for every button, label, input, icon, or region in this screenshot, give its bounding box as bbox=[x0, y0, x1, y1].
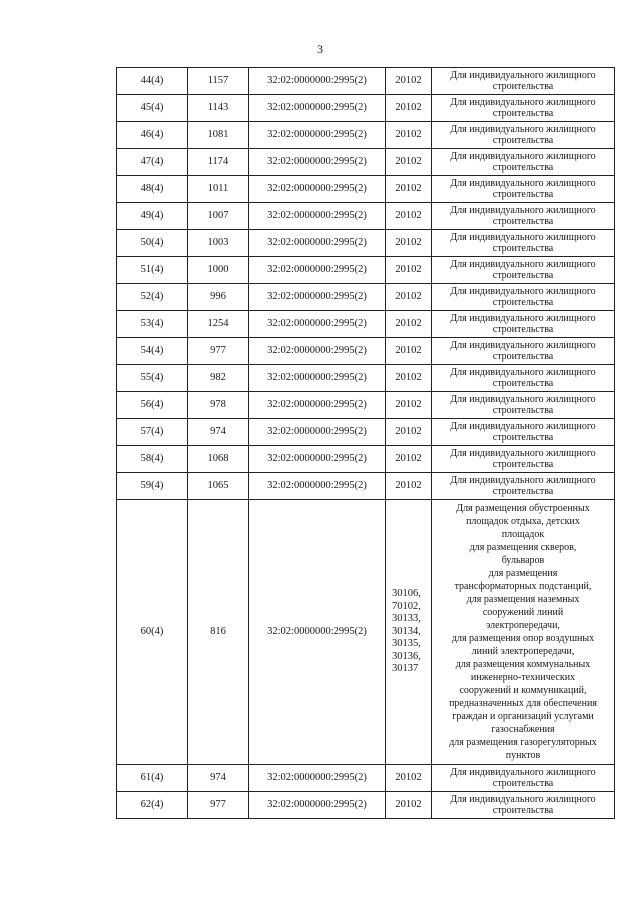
area-cell: 816 bbox=[188, 500, 249, 765]
cadastral-number-cell: 32:02:0000000:2995(2) bbox=[249, 311, 386, 338]
parcel-number-cell: 57(4) bbox=[117, 419, 188, 446]
permitted-use-cell: Для индивидуального жилищного строительства bbox=[432, 338, 615, 365]
table-row bbox=[117, 792, 615, 819]
parcel-number-cell: 47(4) bbox=[117, 149, 188, 176]
table-row bbox=[117, 149, 615, 176]
cadastral-number-cell: 32:02:0000000:2995(2) bbox=[249, 176, 386, 203]
use-code-line: 30135, bbox=[392, 638, 421, 650]
use-code-line: 30137 bbox=[392, 663, 419, 675]
permitted-use-line: сооружений линий bbox=[482, 607, 564, 618]
parcel-number-cell: 58(4) bbox=[117, 446, 188, 473]
area-cell: 1065 bbox=[188, 473, 249, 500]
parcel-number-cell: 51(4) bbox=[117, 257, 188, 284]
use-code-line: 30134, bbox=[392, 625, 421, 637]
cadastral-number-cell: 32:02:0000000:2995(2) bbox=[249, 95, 386, 122]
parcel-table-body bbox=[117, 68, 615, 819]
table-row bbox=[117, 473, 615, 500]
cadastral-number-cell: 32:02:0000000:2995(2) bbox=[249, 446, 386, 473]
permitted-use-cell: Для индивидуального жилищного строительства bbox=[432, 392, 615, 419]
permitted-use-cell: Для индивидуального жилищного строительства bbox=[432, 765, 615, 792]
parcel-number-cell: 61(4) bbox=[117, 765, 188, 792]
permitted-use-line: для размещения коммунальных bbox=[455, 659, 591, 670]
area-cell: 1157 bbox=[188, 68, 249, 95]
use-code-line: 30106, bbox=[392, 588, 421, 600]
use-code-cell: 20102 bbox=[386, 68, 432, 95]
parcel-number-cell: 49(4) bbox=[117, 203, 188, 230]
permitted-use-cell: Для индивидуального жилищного строительства bbox=[432, 95, 615, 122]
table-row bbox=[117, 446, 615, 473]
permitted-use-cell: Для индивидуального жилищного строительства bbox=[432, 122, 615, 149]
use-code-cell: 20102 bbox=[386, 149, 432, 176]
permitted-use-line: площадок bbox=[501, 529, 545, 540]
permitted-use-cell: Для индивидуального жилищного строительства bbox=[432, 284, 615, 311]
parcel-number-cell: 54(4) bbox=[117, 338, 188, 365]
permitted-use-line: инженерно-технических bbox=[470, 672, 576, 683]
use-code-cell: 20102 bbox=[386, 419, 432, 446]
use-code-cell: 20102 bbox=[386, 792, 432, 819]
area-cell: 1174 bbox=[188, 149, 249, 176]
cadastral-number-cell: 32:02:0000000:2995(2) bbox=[249, 149, 386, 176]
cadastral-number-cell: 32:02:0000000:2995(2) bbox=[249, 392, 386, 419]
permitted-use-cell: Для индивидуального жилищного строительства bbox=[432, 149, 615, 176]
cadastral-number-cell: 32:02:0000000:2995(2) bbox=[249, 792, 386, 819]
area-cell: 1081 bbox=[188, 122, 249, 149]
permitted-use-cell: Для индивидуального жилищного строительства bbox=[432, 203, 615, 230]
use-code-line: 70102, bbox=[392, 600, 421, 612]
permitted-use-line: для размещения bbox=[488, 568, 558, 579]
cadastral-number-cell: 32:02:0000000:2995(2) bbox=[249, 203, 386, 230]
use-code-cell bbox=[386, 500, 432, 765]
cadastral-number-cell: 32:02:0000000:2995(2) bbox=[249, 338, 386, 365]
permitted-use-cell: Для индивидуального жилищного строительства bbox=[432, 68, 615, 95]
use-code-cell: 20102 bbox=[386, 392, 432, 419]
land-parcels-table bbox=[116, 67, 615, 819]
permitted-use-line: бульваров bbox=[501, 555, 545, 566]
permitted-use-line: Для размещения обустроенных bbox=[456, 503, 590, 514]
cadastral-number-cell: 32:02:0000000:2995(2) bbox=[249, 68, 386, 95]
area-cell: 1003 bbox=[188, 230, 249, 257]
area-cell: 1000 bbox=[188, 257, 249, 284]
permitted-use-line: трансформаторных подстанций, bbox=[454, 581, 592, 592]
table-row bbox=[117, 203, 615, 230]
area-cell: 1011 bbox=[188, 176, 249, 203]
cadastral-number-cell: 32:02:0000000:2995(2) bbox=[249, 500, 386, 765]
area-cell: 974 bbox=[188, 419, 249, 446]
permitted-use-cell: Для индивидуального жилищного строительства bbox=[432, 365, 615, 392]
permitted-use-line: площадок отдыха, детских bbox=[466, 516, 580, 527]
permitted-use-line: для размещения опор воздушных bbox=[451, 633, 595, 644]
use-code-cell: 20102 bbox=[386, 230, 432, 257]
permitted-use-cell: Для индивидуального жилищного строительства bbox=[432, 792, 615, 819]
use-code-cell: 20102 bbox=[386, 284, 432, 311]
permitted-use-line: для размещения наземных bbox=[466, 594, 580, 605]
use-code-line: 30136, bbox=[392, 650, 421, 662]
area-cell: 1007 bbox=[188, 203, 249, 230]
table-row bbox=[117, 311, 615, 338]
permitted-use-line: пунктов bbox=[505, 750, 541, 761]
parcel-number-cell: 44(4) bbox=[117, 68, 188, 95]
area-cell: 1254 bbox=[188, 311, 249, 338]
table-row bbox=[117, 68, 615, 95]
cadastral-number-cell: 32:02:0000000:2995(2) bbox=[249, 122, 386, 149]
use-code-cell: 20102 bbox=[386, 473, 432, 500]
table-row bbox=[117, 122, 615, 149]
permitted-use-line: сооружений и коммуникаций, bbox=[459, 685, 587, 696]
table-row bbox=[117, 419, 615, 446]
permitted-use-line: электропередачи, bbox=[486, 620, 560, 631]
parcel-number-cell: 55(4) bbox=[117, 365, 188, 392]
permitted-use-cell bbox=[432, 500, 615, 765]
permitted-use-cell: Для индивидуального жилищного строительства bbox=[432, 419, 615, 446]
page-number: 3 bbox=[317, 42, 323, 56]
table-row bbox=[117, 176, 615, 203]
cadastral-number-cell: 32:02:0000000:2995(2) bbox=[249, 230, 386, 257]
permitted-use-line: газоснабжения bbox=[491, 724, 555, 735]
permitted-use-line: граждан и организаций услугами bbox=[452, 711, 594, 722]
parcel-number-cell: 60(4) bbox=[117, 500, 188, 765]
area-cell: 974 bbox=[188, 765, 249, 792]
area-cell: 1068 bbox=[188, 446, 249, 473]
use-code-cell: 20102 bbox=[386, 311, 432, 338]
permitted-use-line: для размещения газорегуляторных bbox=[449, 737, 597, 748]
use-code-cell: 20102 bbox=[386, 765, 432, 792]
area-cell: 996 bbox=[188, 284, 249, 311]
area-cell: 978 bbox=[188, 392, 249, 419]
cadastral-number-cell: 32:02:0000000:2995(2) bbox=[249, 765, 386, 792]
parcel-number-cell: 52(4) bbox=[117, 284, 188, 311]
permitted-use-cell: Для индивидуального жилищного строительства bbox=[432, 257, 615, 284]
table-row bbox=[117, 500, 615, 765]
area-cell: 982 bbox=[188, 365, 249, 392]
use-code-cell: 20102 bbox=[386, 122, 432, 149]
table-row bbox=[117, 765, 615, 792]
permitted-use-line: линий электропередачи, bbox=[471, 646, 575, 657]
area-cell: 977 bbox=[188, 338, 249, 365]
area-cell: 1143 bbox=[188, 95, 249, 122]
cadastral-number-cell: 32:02:0000000:2995(2) bbox=[249, 365, 386, 392]
table-row bbox=[117, 365, 615, 392]
parcel-number-cell: 53(4) bbox=[117, 311, 188, 338]
use-code-cell: 20102 bbox=[386, 446, 432, 473]
use-code-cell: 20102 bbox=[386, 338, 432, 365]
area-cell: 977 bbox=[188, 792, 249, 819]
parcel-number-cell: 62(4) bbox=[117, 792, 188, 819]
permitted-use-cell: Для индивидуального жилищного строительства bbox=[432, 473, 615, 500]
permitted-use-cell: Для индивидуального жилищного строительства bbox=[432, 230, 615, 257]
permitted-use-line: предназначенных для обеспечения bbox=[449, 698, 597, 709]
table-row bbox=[117, 230, 615, 257]
parcel-number-cell: 56(4) bbox=[117, 392, 188, 419]
parcel-number-cell: 59(4) bbox=[117, 473, 188, 500]
parcel-number-cell: 48(4) bbox=[117, 176, 188, 203]
permitted-use-line: для размещения скверов, bbox=[469, 542, 577, 553]
cadastral-number-cell: 32:02:0000000:2995(2) bbox=[249, 419, 386, 446]
parcel-number-cell: 50(4) bbox=[117, 230, 188, 257]
cadastral-number-cell: 32:02:0000000:2995(2) bbox=[249, 473, 386, 500]
use-code-line: 30133, bbox=[392, 613, 421, 625]
use-code-cell: 20102 bbox=[386, 176, 432, 203]
table-row bbox=[117, 392, 615, 419]
cadastral-number-cell: 32:02:0000000:2995(2) bbox=[249, 284, 386, 311]
use-code-cell: 20102 bbox=[386, 257, 432, 284]
table-row bbox=[117, 257, 615, 284]
use-code-cell: 20102 bbox=[386, 365, 432, 392]
parcel-number-cell: 45(4) bbox=[117, 95, 188, 122]
table-row bbox=[117, 284, 615, 311]
parcel-number-cell: 46(4) bbox=[117, 122, 188, 149]
cadastral-number-cell: 32:02:0000000:2995(2) bbox=[249, 257, 386, 284]
use-code-cell: 20102 bbox=[386, 95, 432, 122]
permitted-use-cell: Для индивидуального жилищного строительства bbox=[432, 176, 615, 203]
permitted-use-cell: Для индивидуального жилищного строительства bbox=[432, 311, 615, 338]
table-row bbox=[117, 338, 615, 365]
permitted-use-cell: Для индивидуального жилищного строительства bbox=[432, 446, 615, 473]
use-code-cell: 20102 bbox=[386, 203, 432, 230]
table-row bbox=[117, 95, 615, 122]
